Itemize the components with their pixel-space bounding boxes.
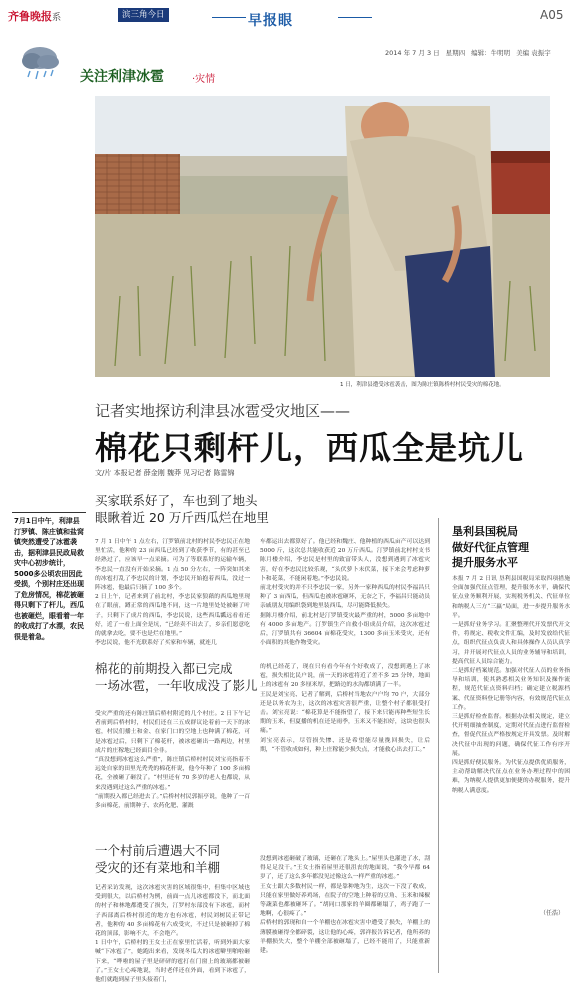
article-byline: 文/片 本报记者 薛金刚 魏莽 见习记者 陈雷锦 — [95, 469, 235, 477]
sidebar-headline-line: 垦利县国税局 — [452, 525, 518, 538]
sidebar-headline-line: 做好代征点管理 — [452, 540, 529, 554]
divider — [12, 512, 86, 513]
article-kicker: 记者实地探访利津县冰雹受灾地区—— — [95, 402, 351, 420]
sidebar-headline — [452, 524, 529, 571]
article-headline: 棉花只剩杆儿，西瓜全是坑儿 — [95, 429, 525, 467]
editor: 编辑：牛明明 — [471, 49, 511, 57]
article-column: 7 月 1 日中午 1 点左右，汀罗镇前北村的村民李忠民正在地里忙活，他种的 23 亩西瓜已经到了收获季节，有的甚至已经熟过了，应该早一点采摘。可为了等联系好的运输车辆，李忠民一直没有开始采摘。1 点 50 分左右，一阵突如其来的冰雹打乱了李忠民的计划，李忠民开始抱着西瓜，没过一阵冰雹，他最后只摘了 100 多个。 2 日上午，记者来到了前北村，李忠民家狼藉的西瓜地里现在了眼前，蹲正常的西瓜地不同，这一片地里处处被砸了叶子，只剩下了成片的西瓜，李忠民说，这些西瓜瓤远看看还好，近了一看上面全是坑，“已经卖不出去了，乡亲们愿意吃的就拿去吃，要不也是烂在地里。” 李忠民说，他不光联系好了买家和车辆，就连几 — [95, 539, 250, 647]
sidebar-headline-line: 提升服务水平 — [452, 556, 518, 569]
subheadline — [95, 660, 258, 694]
news-photo — [95, 96, 550, 377]
article-column: 记者采访发现，这次冰雹灾害的区域很集中，但集中区域也受到很大，以后桥村为例，前面一点儿冰雹都没下，而北面的村子和林地都遭受了损失，汀罗村东部没有下冰雹，而村子西部离后桥村很近的地方也有冰雹，村民刘树民正带记者，他种的 40 多亩棉花有六成受灾，不过只是被砸掉了棉花的顶部，影响不大，不会绝产。 1 日中午，后桥村的王女士正在家里忙活着，听到外面大家喊“下冰雹了”，她跑出来看，发现冬瓜大的冰雹噼里啪啦砸下来，“哗啦的屋子里是砰砰的雹打在门窗上的玻璃都被砸了。”王女士心疼地说，当时老伴还在外面，看到下冰雹了，他们就跑到屋子里头接着门， — [95, 885, 250, 984]
section-title: 早报眼 — [248, 13, 293, 29]
paper-logo: 齐鲁晚报系 — [8, 10, 62, 23]
lead-paragraph: 7月1日中午，利津县汀罗镇、陈庄镇和盐窝镇突然遭受了冰雹袭击，据利津县民政局救灾中心初步统计，5000多公顷农田因此受损，个别村庄还出现了危房情况，棉花被砸得只剩下了杆儿，西瓜也被砸烂，眼看着一年的收成打了水漂，农民很是着急。 — [14, 517, 84, 641]
article-column: 的机已经花了，现在只有看今年有个好收成了，没想到遇上了冰雹，损失相比民户说，前一天的冰雹将近了差不多 25 分钟，地面上的冰雹有 20 多厘米厚，把路边的水沟都填满了一半。 王民是刘宝亮、记者了解到，后桥村当地农户户均 70 户，大部分还是以务农为主，这次的冰雹灾害很严重，让整个村子都很受打击。刘宝亮说：“棉花算是不能指望了，接下来只能再种些短生长期的玉米，但夏播的机在还是雨季，玉米又不能扣好，这块也很头痛。” 刘宝亮表示，尽管损失惨、还是希望能尽量挽回损失，让后期，“不管收成如何，种上庄稼能少损失点，才能救心出去打工。” — [260, 664, 430, 753]
article-column: 受灾严重的还有陈庄镇后桥村附近的几个村庄。2 日下午记者前到后桥村时，村民们还在三五成群议论着前一天下的冰雹，村民们播土和金、在家门口的空地上也种满了棉花，可是冰雹过后，只剩下了棉花杆，被冰雹砸出一路两边，村里成片的庄稼地已经面目全非。 “真没想到冰雹这么严重”，陈庄镇后桥村村民刘宝亮指着不远处自家的田里光秃秃的棉花杆说，他今年种了 100 多亩棉花，全被砸了砸没了。“村里还有 70 多岁的老人也都说，从来没遇到过这么严重的冰雹。” “前期投入都已经进去了。”后桥村村民郭振亭说，他种了一百多亩棉花，前期种子、农药化肥、灌溉 — [95, 711, 250, 810]
issue-weekday: 星期四 — [445, 49, 466, 57]
divider — [438, 518, 439, 973]
sidebar-author: （任浩） — [540, 910, 565, 917]
storm-cloud-icon — [18, 42, 62, 82]
subheadline-line: 一个村前后遭遇大不同 — [95, 843, 221, 858]
subheadline-line: 一场冰雹，一年收成没了影儿 — [95, 678, 258, 693]
subheadline-line: 受灾的还有菜地和羊棚 — [95, 860, 221, 875]
article-column: 没想到冰雹砸破了玻璃，还砸在了地头上。”屋里头也灌进了水，刮得足足没干。”王女士指着屋里还很沮丧的地面说，“我今早都 64 岁了，还了这么多年都没见过像这么一样严重的冰雹。” 王女士跟大多数村民一样，都是靠种地为生，这次一下没了收成，只能在家里做好养鸡场，在院子的空地上种着的豆角、玉米和辣椒等蔬菜也都被砸坏了。“胡同口那家的羊圈都砸塌了，鸡子跑了一地啊，心很疼了。” 后桥村的郭现和自一个羊棚也在冰雹灾害中遭受了损失，羊棚上的薄膜被砸得全都碎裂，这让他的心疼，郭祥报告诉记者，他所养的羊棚损失大，整个羊棚全部被砸塌了，已经不能用了，只能重新建。 — [260, 856, 430, 955]
sidebar-body: 本报 7 月 2 日讯 垦利县国税局采取四项措施全面加强代征点管理，提升服务水平，确保代征点业务顺利开展，实现税务机关、代征单位和纳税人三方“三赢”局面，进一步提升服务水平。 一是抓好业务学习。汇聚整理代开发票代开文件，将规定、税收文件汇编，及时发放给代征点，组织代征点负责人和具体操作人员认真学习，并开展对代征点人员的业务辅导和培训，提高代征人员综合能力。 二是抓好档案规范。加强对代征人员的业务指导和培训，使其熟悉相关业务知识及操作流程，规范代征点资料归档；确定建立税源档案、代征资料登记册等内容，有效规范代征点工作。 三是抓好检查监督。根据办法相关规定，建立代开明细抽查制度，定期对代征点进行监督检查，督促代征点严格按规定开具发票。及时解决代征中出现的问题，确保代征工作有序开展。 四是抓好便民服务。为代征点提供优质服务，主动帮助解决代征点在业务办理过程中的困难，为纳税人提供更加便捷的办税服务，提升纳税人满意度。 — [452, 576, 570, 794]
topic-band-tag: ·灾情 — [192, 74, 216, 85]
issue-date: 2014 年 7 月 3 日 — [385, 49, 440, 57]
page-number: A05 — [540, 8, 564, 22]
photo-caption: 1 日，利津县遭受冰雹袭击，图为陈庄镇陈桥村村民受灾的棉花地。 — [340, 382, 505, 388]
subheadline — [95, 492, 269, 526]
topic-band-title: 关注利津冰雹 — [80, 69, 164, 85]
designer: 美编 袁振宇 — [516, 49, 551, 57]
divider — [338, 17, 372, 18]
subheadline — [95, 842, 220, 876]
issue-meta — [385, 48, 557, 57]
subheadline-line: 棉花的前期投入都已完成 — [95, 661, 233, 676]
subheadline-line: 买家联系好了，车也到了地头 — [95, 493, 258, 508]
edition-badge: 滨三角今日 — [118, 8, 169, 22]
divider — [212, 17, 246, 18]
article-column: 车都运出去都算好了。他已经和魏庄、他种植的西瓜亩产可以达到 5000 斤，这次总共能收获近 20 万斤西瓜。汀罗镇前北村村支书陈月楼介绍，李忠民是村里的致富带头人，没想到遇到了冰雹灾害，好在李忠民比较乐观，“头伏萝卜末伏菜，接下来会考虑种萝卜和花菜，不能闲着地。”李忠民说。 前北村受灾的并不只李忠民一家，另外一家种西瓜的村民李福昌只种了 3 亩西瓜，但西瓜也被冰雹砸坏，无奈之下，李福昌只能动员亲戚朋友用编织袋到地里装西瓜，尽可能降低损失。 据陈月楼介绍，前北村是汀罗镇受灾最严重的村，5000 多亩地中有 4000 多亩地产。汀罗镇生产自救小组成员介绍，这次冰雹过后，汀罗镇共有 36604 亩棉花受灾，1300 多亩玉米受灾，还有小面积的其他作物受灾。 — [260, 539, 430, 647]
subheadline-line: 眼瞅着近 20 万斤西瓜烂在地里 — [95, 510, 269, 525]
